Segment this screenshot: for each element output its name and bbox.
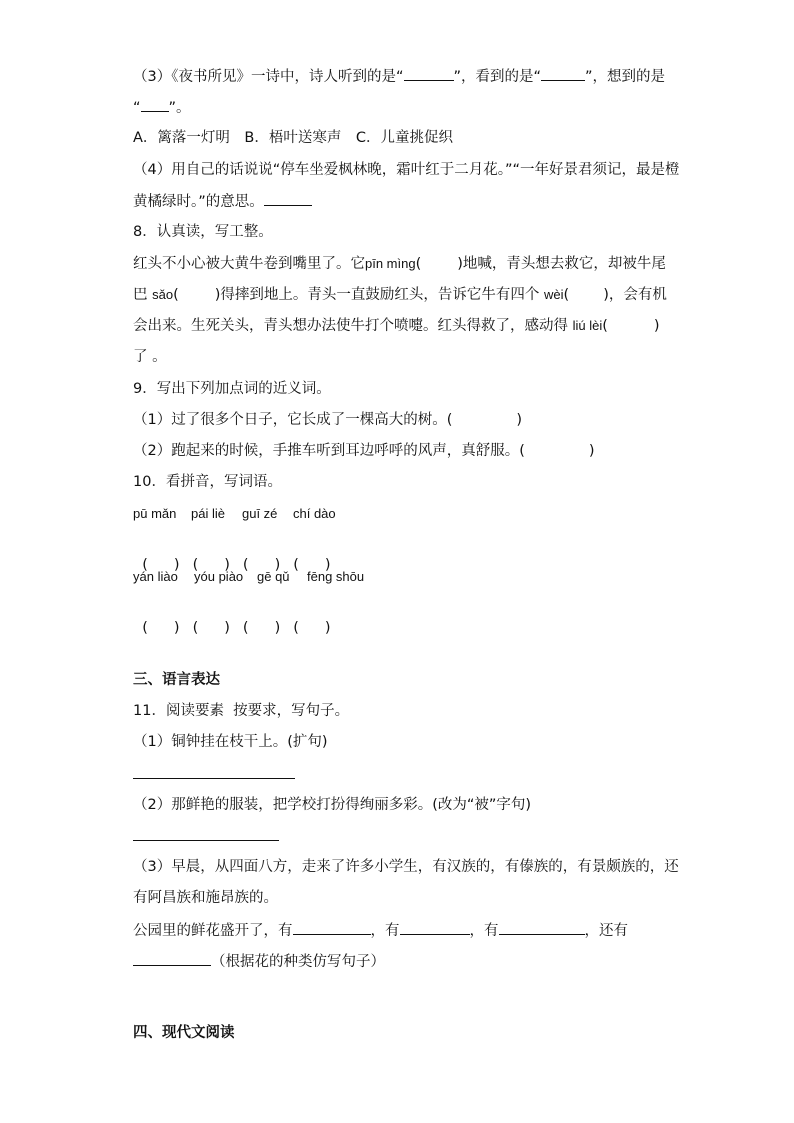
paren-open: ( [602, 318, 608, 334]
answer-blank[interactable] [141, 97, 169, 112]
pinyin: chí dào [293, 506, 336, 521]
q9-s1 [133, 410, 522, 430]
answer-blank[interactable] [264, 191, 312, 206]
q11-title: 11．阅读要素 按要求，写句子。 [133, 703, 350, 719]
q11-s2: （2）那鲜艳的服装，把学校打扮得绚丽多彩。(改为“被”字句) [133, 797, 532, 813]
answer-blank[interactable] [541, 66, 585, 81]
practice-text: 公园里的鲜花盛开了，有 [133, 923, 293, 939]
q8-line4: 了 。 [133, 349, 167, 365]
pinyin: pái liè [191, 506, 225, 521]
paren-open: ( [142, 557, 148, 573]
section-4-heading: 四、现代文阅读 [133, 1025, 235, 1041]
q10-pinyin-row2 [133, 567, 364, 587]
pinyin: sǎo [152, 287, 174, 302]
pinyin: pū mǎn [133, 506, 177, 521]
paren-open: ( [192, 620, 199, 636]
q7-3-line1 [133, 66, 665, 87]
q7-3-options: A．篱落一灯明 B．梧叶送寒声 C．儿童挑促织 [133, 130, 453, 146]
answer-blank[interactable] [133, 951, 211, 966]
paren-close: ) [588, 443, 595, 459]
q11-s1: （1）铜钟挂在枝干上。(扩句) [133, 734, 328, 750]
paren-open: ( [192, 557, 199, 573]
pinyin: yán liào [133, 569, 178, 584]
q11-practice-line1 [133, 920, 628, 941]
pinyin: fēng shōu [307, 569, 365, 584]
answer-line[interactable] [133, 778, 295, 779]
q7-4-line1: （4）用自己的话说说“停车坐爱枫林晚，霜叶红于二月花。”“一年好景君须记，最是橙 [133, 162, 680, 178]
practice-text: ，有 [469, 923, 499, 939]
q9-text: （2）跑起来的时候，手推车听到耳边呼呼的风声，真舒服。( [133, 443, 525, 459]
paren-close: ) [173, 620, 180, 636]
answer-blank[interactable] [499, 920, 585, 935]
pinyin: gē qǔ [257, 569, 290, 584]
q9-title: 9．写出下列加点词的近义词。 [133, 381, 331, 397]
answer-blank[interactable] [404, 66, 454, 81]
practice-text: （根据花的种类仿写句子） [211, 954, 385, 970]
q8-line1 [133, 254, 666, 274]
q7-4-line2 [133, 191, 312, 212]
paren-close: ) [653, 318, 660, 334]
q9-s2 [133, 441, 595, 461]
q10-title: 10．看拼音，写词语。 [133, 474, 282, 490]
section-3-heading: 三、语言表达 [133, 672, 220, 688]
paren-open: ( [242, 557, 249, 573]
q7-3-text-b: ”，看到的是“ [453, 69, 542, 85]
paren-close: ) [224, 557, 230, 573]
paren-close: ) [274, 557, 281, 573]
q11-s3-line1: （3）早晨，从四面八方，走来了许多小学生，有汉族的，有傣族的，有景颇族的，还 [133, 859, 679, 875]
q10-pinyin-row1 [133, 504, 336, 524]
answer-line[interactable] [133, 840, 279, 841]
pinyin: liú lèi [572, 318, 603, 333]
paren-close: ) [324, 620, 331, 636]
paren-close: ) [224, 620, 230, 636]
paren-open: ( [142, 620, 148, 636]
q10-answer-row2 [133, 598, 331, 638]
q11-s3-line2: 有阿昌族和施昂族的。 [133, 890, 278, 906]
q8-line2 [133, 285, 667, 305]
q8-title: 8．认真读，写工整。 [133, 224, 273, 240]
q8-text: )，会有机 [603, 287, 667, 303]
paren-open: ( [563, 287, 570, 303]
paren-open: ( [415, 256, 422, 272]
practice-text: ，有 [370, 923, 400, 939]
paren-close: ) [516, 412, 523, 428]
pinyin: guī zé [242, 506, 278, 521]
pinyin: wèi [544, 287, 564, 302]
q7-3-text-c: ”，想到的是 [585, 69, 666, 85]
paren-close: ) [324, 557, 331, 573]
q8-text: 巴 [133, 287, 148, 303]
answer-blank[interactable] [400, 920, 470, 935]
q7-3-line2 [133, 97, 191, 118]
q7-3-text-d: “ [133, 100, 141, 116]
paren-open: ( [293, 557, 299, 573]
answer-blank[interactable] [293, 920, 371, 935]
pinyin: pīn mìng [365, 256, 416, 271]
pinyin: yóu piào [194, 569, 244, 584]
q8-line3 [133, 316, 660, 336]
paren-open: ( [293, 620, 299, 636]
paren-open: ( [242, 620, 249, 636]
q8-text: 会出来。生死关头，青头想办法使牛打个喷嚏。红头得救了，感动得 [133, 318, 568, 334]
q11-practice-line2 [133, 951, 385, 972]
practice-text: ，还有 [584, 923, 628, 939]
paren-open: ( [173, 287, 179, 303]
q8-text: 红头不小心被大黄牛卷到嘴里了。它 [133, 256, 365, 272]
q8-text: )得摔到地上。青头一直鼓励红头，告诉它牛有四个 [214, 287, 540, 303]
q7-3-text-e: ”。 [168, 100, 191, 116]
paren-close: ) [274, 620, 281, 636]
paren-close: ) [173, 557, 180, 573]
q7-4-text: 黄橘绿时。”的意思。 [133, 194, 264, 210]
q7-3-text-a: （3）《夜书所见》一诗中，诗人听到的是“ [133, 69, 404, 85]
q8-text: )地喊，青头想去救它，却被牛尾 [457, 256, 666, 272]
q9-text: （1）过了很多个日子，它长成了一棵高大的树。( [133, 412, 453, 428]
